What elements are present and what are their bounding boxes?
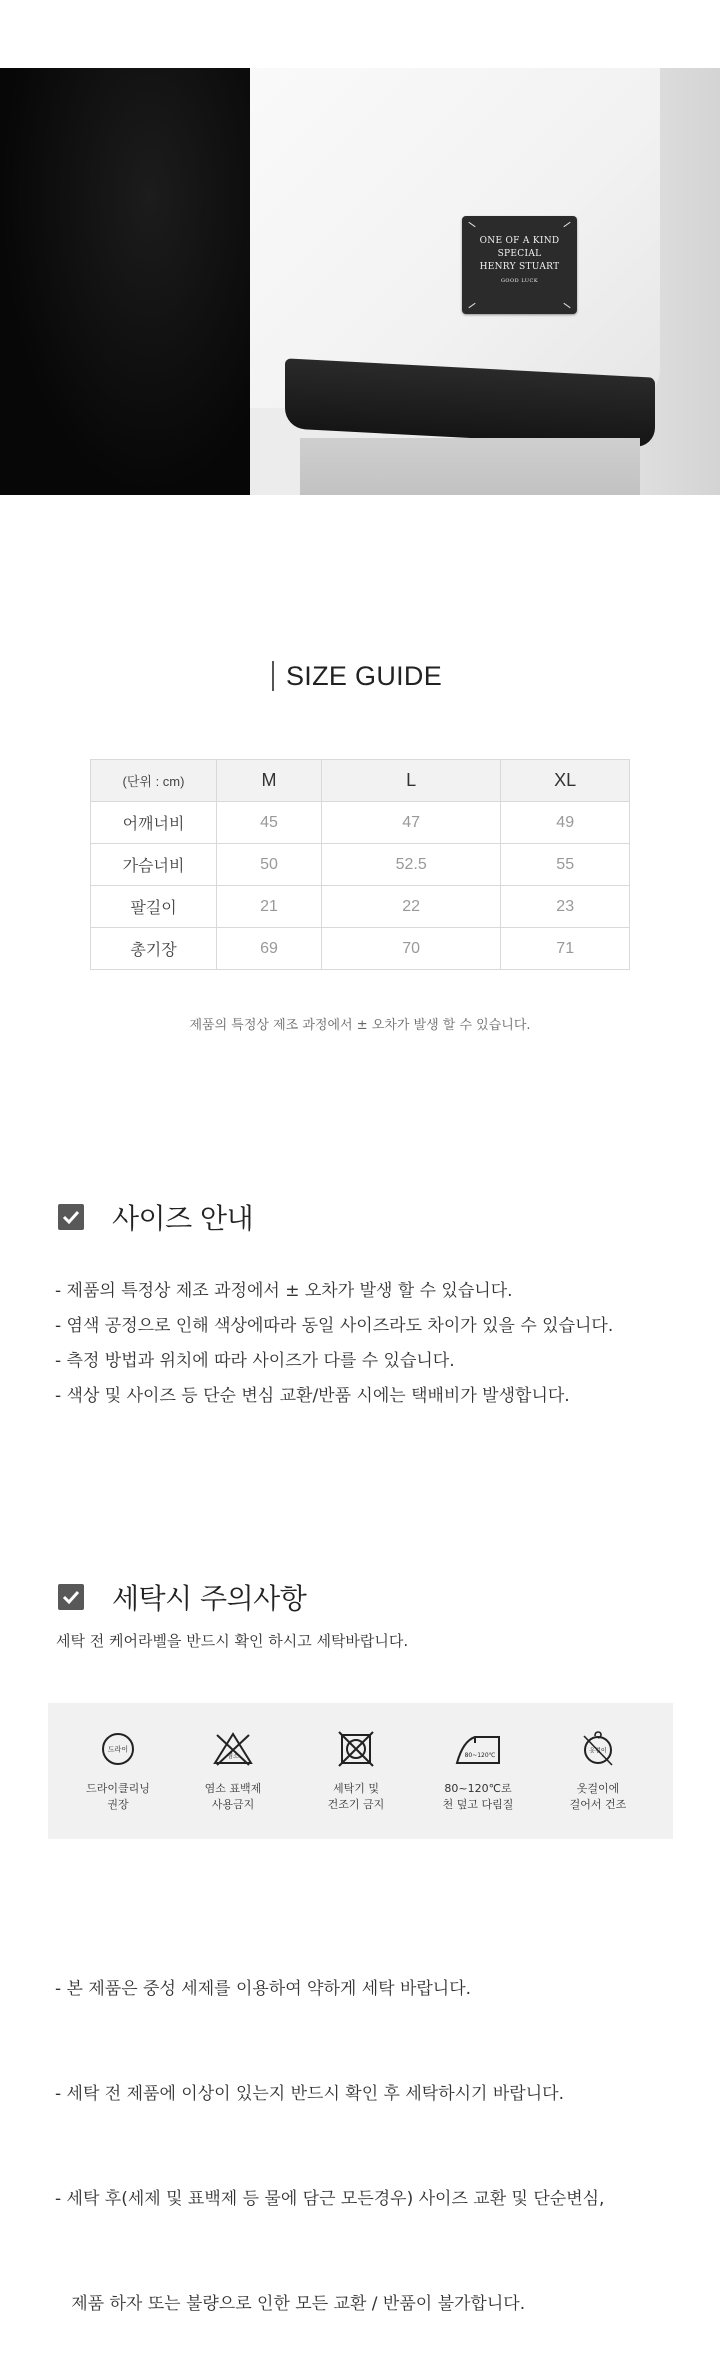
patch-line-3: HENRY STUART <box>479 262 560 272</box>
product-photo <box>0 68 720 495</box>
washing-list <box>55 1902 604 2357</box>
table-cell: 22 <box>321 886 500 928</box>
white-sleeve <box>220 68 660 408</box>
patch-line-4: GOOD LUCK <box>500 278 539 284</box>
size-table <box>90 759 630 970</box>
black-body-panel <box>0 68 250 495</box>
brand-label-patch <box>462 216 577 314</box>
size-info-list <box>55 1274 613 1414</box>
size-info-heading <box>58 1197 253 1237</box>
row-label: 어깨너비 <box>91 802 217 844</box>
care-label-line: 염소 표백제 <box>204 1782 262 1795</box>
washing-heading <box>58 1577 306 1617</box>
table-cell: 47 <box>321 802 500 844</box>
table-row <box>91 886 630 928</box>
table-cell: 23 <box>501 886 630 928</box>
table-cell: 71 <box>501 928 630 970</box>
no-bleach-icon <box>211 1729 255 1769</box>
list-item: - 제품의 특정상 제조 과정에서 ± 오차가 발생 할 수 있습니다. <box>55 1281 513 1301</box>
care-label-line: 80~120℃로 <box>444 1782 512 1795</box>
no-tumble-dry-icon <box>336 1729 376 1769</box>
care-item-iron <box>423 1729 533 1813</box>
table-cell: 50 <box>217 844 322 886</box>
no-bleach-icon-text: 염소 <box>227 1753 239 1760</box>
title-divider <box>272 661 274 691</box>
list-item: - 색상 및 사이즈 등 단순 변심 교환/반품 시에는 택배비가 발생합니다. <box>55 1386 570 1406</box>
dry-clean-icon-text: 드라이 <box>107 1745 129 1754</box>
row-label: 총기장 <box>91 928 217 970</box>
unit-header: (단위 : cm) <box>91 760 217 802</box>
checkbox-icon <box>58 1584 84 1610</box>
list-item: 제품 하자 또는 불량으로 인한 모든 교환 / 반품이 불가합니다. <box>55 2294 526 2314</box>
table-row <box>91 844 630 886</box>
patch-line-2: SPECIAL <box>497 249 542 259</box>
iron-icon <box>453 1729 503 1769</box>
size-header-m: M <box>217 760 322 802</box>
hang-dry-icon <box>578 1729 618 1769</box>
size-info-title: 사이즈 안내 <box>112 1202 254 1235</box>
care-label-line: 옷걸이에 <box>576 1782 620 1795</box>
list-item: - 세탁 전 제품에 이상이 있는지 반드시 확인 후 세탁하시기 바랍니다. <box>55 2084 564 2104</box>
care-label-line: 걸어서 건조 <box>569 1798 627 1811</box>
care-icons-panel <box>48 1703 673 1839</box>
table-cell: 52.5 <box>321 844 500 886</box>
row-label: 가슴너비 <box>91 844 217 886</box>
washing-title: 세탁시 주의사항 <box>112 1582 307 1615</box>
size-guide-heading <box>272 656 442 696</box>
care-item-dry-clean <box>63 1729 173 1813</box>
list-item: - 본 제품은 중성 세제를 이용하여 약하게 세탁 바랍니다. <box>55 1979 472 1999</box>
row-label: 팔길이 <box>91 886 217 928</box>
mannequin-arm <box>300 438 640 495</box>
washing-intro: 세탁 전 케어라벨을 반드시 확인 하시고 세탁바랍니다. <box>56 1632 409 1650</box>
care-item-no-tumble-dry <box>301 1729 411 1813</box>
care-label-line: 세탁기 및 <box>332 1782 379 1795</box>
care-label-line: 사용금지 <box>211 1798 255 1811</box>
table-cell: 69 <box>217 928 322 970</box>
table-cell: 45 <box>217 802 322 844</box>
table-row <box>91 802 630 844</box>
table-cell: 70 <box>321 928 500 970</box>
size-tolerance-note: 제품의 특정상 제조 과정에서 ± 오차가 발생 할 수 있습니다. <box>189 1018 531 1033</box>
dry-clean-icon <box>98 1729 138 1769</box>
table-row <box>91 928 630 970</box>
size-header-xl: XL <box>501 760 630 802</box>
list-item: - 염색 공정으로 인해 색상에따라 동일 사이즈라도 차이가 있을 수 있습니다. <box>55 1316 614 1336</box>
list-item: - 측정 방법과 위치에 따라 사이즈가 다를 수 있습니다. <box>55 1351 455 1371</box>
care-label-line: 드라이클리닝 <box>86 1782 150 1795</box>
size-guide-title: SIZE GUIDE <box>286 660 443 691</box>
list-item: - 세탁 후(세제 및 표백제 등 물에 담근 모든경우) 사이즈 교환 및 단순변심, <box>55 2189 605 2209</box>
checkbox-icon <box>58 1204 84 1230</box>
table-cell: 49 <box>501 802 630 844</box>
care-label-line: 건조기 금지 <box>327 1798 385 1811</box>
care-item-no-bleach <box>178 1729 288 1813</box>
patch-line-1: ONE OF A KIND <box>479 236 560 246</box>
care-label-line: 천 덮고 다림질 <box>442 1798 514 1811</box>
table-cell: 21 <box>217 886 322 928</box>
iron-icon-text: 80~120℃ <box>464 1752 496 1759</box>
care-label-line: 권장 <box>107 1798 129 1811</box>
table-cell: 55 <box>501 844 630 886</box>
table-header-row <box>91 760 630 802</box>
size-header-l: L <box>321 760 500 802</box>
hang-dry-icon-text: 옷걸이 <box>589 1747 607 1755</box>
care-item-hang-dry <box>543 1729 653 1813</box>
